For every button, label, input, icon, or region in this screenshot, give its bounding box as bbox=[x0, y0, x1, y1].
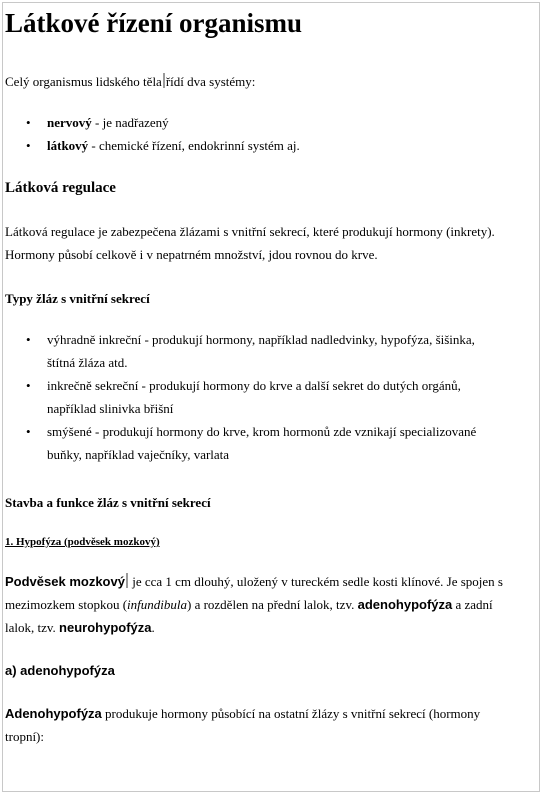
term-adenohypofyza: adenohypofýza bbox=[357, 597, 453, 612]
list-item bbox=[5, 374, 540, 420]
heading-latkova-regulace: Látková regulace bbox=[5, 180, 116, 196]
hypofyza-paragraph bbox=[5, 570, 540, 639]
intro-paragraph bbox=[5, 70, 540, 93]
type-line: štítná žláza atd. bbox=[47, 355, 128, 370]
paragraph-text: produkuje hormony působící na ostatní žlázy s vnitřní sekrecí (hormony bbox=[101, 706, 481, 721]
type-line: smýšené - produkují hormony do krve, krom hormonů zde vznikají specializované bbox=[47, 424, 477, 439]
paragraph-text: lalok, tzv. bbox=[5, 620, 60, 635]
list-item bbox=[5, 111, 540, 134]
heading-hypofyza: 1. Hypofýza (podvěsek mozkový) bbox=[5, 536, 160, 548]
paragraph-text: je cca 1 cm dlouhý, uložený v tureckém sedle kosti klínové. Je spojen s bbox=[128, 574, 503, 589]
heading-stavba: Stavba a funkce žláz s vnitřní sekrecí bbox=[5, 495, 211, 510]
paragraph-line bbox=[5, 570, 540, 593]
text-cursor bbox=[163, 73, 165, 88]
types-list bbox=[5, 328, 540, 466]
bullet-icon: • bbox=[26, 138, 31, 153]
regulace-line: Hormony působí celkově i v nepatrném množství, jdou rovnou do krve. bbox=[5, 247, 378, 262]
type-line: buňky, například vaječníky, varlata bbox=[47, 447, 230, 462]
system-desc: - je nadřazený bbox=[91, 115, 169, 130]
paragraph-text: a zadní bbox=[452, 597, 493, 612]
regulace-line: Látková regulace je zabezpečena žlázami s vnitřní sekrecí, které produkují hormony (inkrety). bbox=[5, 224, 495, 239]
adeno-paragraph bbox=[5, 702, 540, 748]
heading-adenohypofyza: a) adenohypofýza bbox=[5, 663, 115, 678]
text-cursor bbox=[126, 573, 128, 588]
intro-text-after: řídí dva systémy: bbox=[165, 74, 256, 89]
regulace-paragraph bbox=[5, 220, 540, 266]
type-line: výhradně inkreční - produkují hormony, například nadledvinky, hypofýza, šišinka, bbox=[47, 332, 475, 347]
term-infundibula: infundibula bbox=[127, 597, 187, 612]
paragraph-line bbox=[5, 616, 540, 639]
heading-typy-zlaz: Typy žláz s vnitřní sekrecí bbox=[5, 291, 150, 306]
paragraph-line bbox=[5, 593, 540, 616]
term-neurohypofyza: neurohypofýza bbox=[59, 620, 152, 635]
system-desc: - chemické řízení, endokrinní systém aj. bbox=[88, 138, 300, 153]
intro-text-before: Celý organismus lidského těla bbox=[5, 74, 162, 89]
paragraph-line bbox=[5, 702, 540, 725]
system-term: látkový bbox=[47, 138, 89, 153]
paragraph-text: ) a rozdělen na přední lalok, tzv. bbox=[186, 597, 358, 612]
list-item bbox=[5, 328, 540, 374]
type-line: inkrečně sekreční - produkují hormony do krve a další sekret do dutých orgánů, bbox=[47, 378, 461, 393]
system-term: nervový bbox=[47, 115, 92, 130]
paragraph-text: . bbox=[151, 620, 155, 635]
list-item bbox=[5, 420, 540, 466]
type-line: například slinivka břišní bbox=[47, 401, 174, 416]
paragraph-text: mezimozkem stopkou ( bbox=[5, 597, 128, 612]
bullet-icon: • bbox=[26, 378, 31, 393]
page-title: Látkové řízení organismu bbox=[5, 8, 302, 38]
bullet-icon: • bbox=[26, 424, 31, 439]
term-adeno: Adenohypofýza bbox=[5, 706, 102, 721]
term-podvesek: Podvěsek mozkový bbox=[5, 574, 125, 589]
systems-list bbox=[5, 111, 540, 157]
list-item bbox=[5, 134, 540, 157]
paragraph-line: tropní): bbox=[5, 729, 44, 744]
bullet-icon: • bbox=[26, 115, 31, 130]
bullet-icon: • bbox=[26, 332, 31, 347]
